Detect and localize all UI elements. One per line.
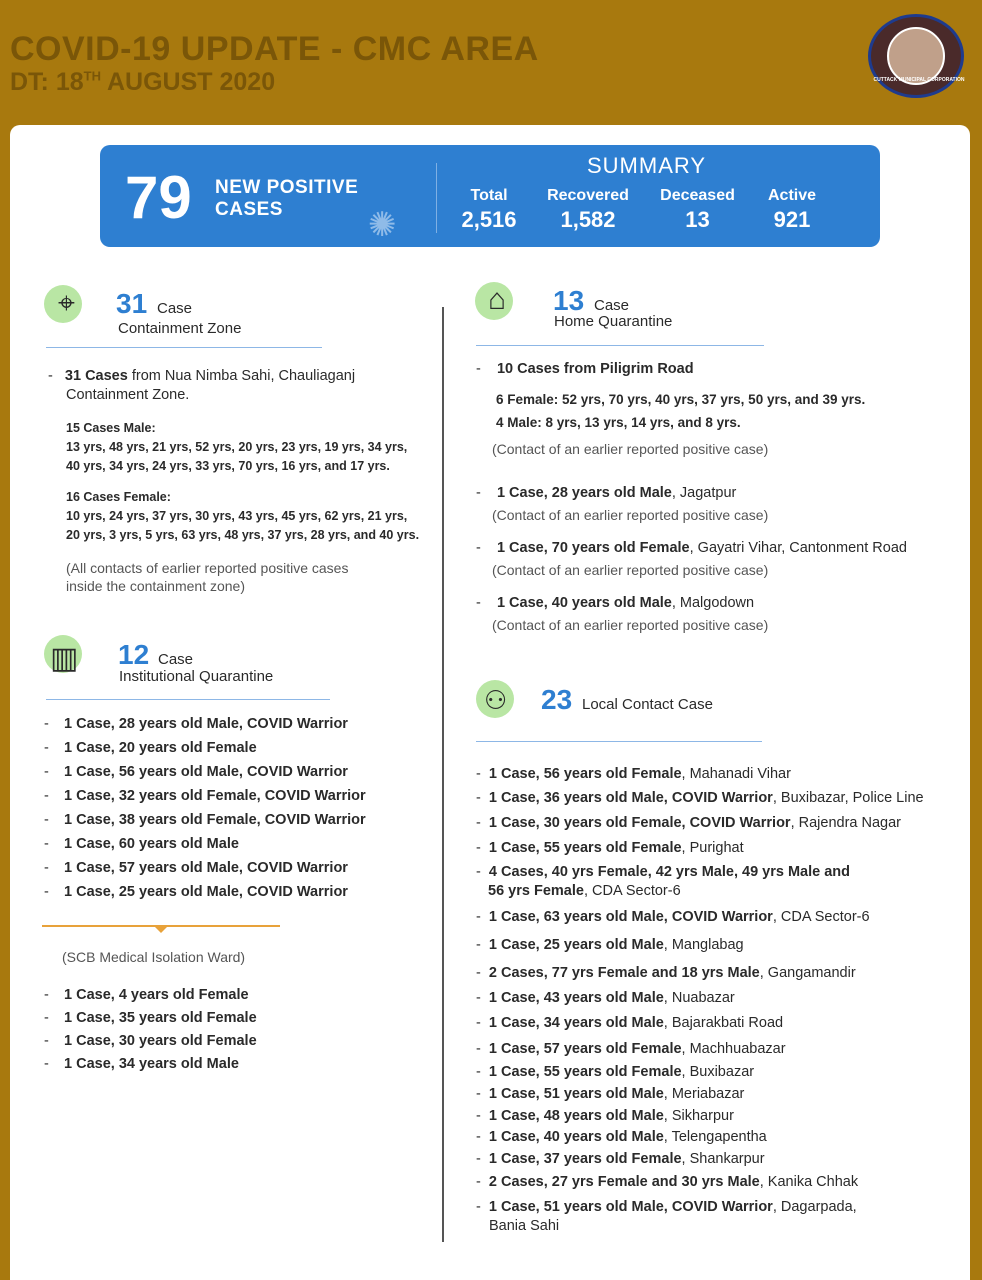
- stat-active: Active 921: [767, 187, 817, 232]
- page-title: COVID-19 UPDATE - CMC AREA: [10, 30, 539, 68]
- cmc-logo: CUTTACK MUNICIPAL CORPORATION: [868, 14, 964, 98]
- list-item: - 1 Case, 34 years old Male: [44, 1056, 257, 1079]
- list-item: - 1 Case, 56 years old Male, COVID Warrior: [44, 764, 366, 788]
- contact-note: (Contact of an earlier reported positive case): [492, 617, 769, 633]
- building-icon: ▥: [50, 642, 79, 675]
- list-item: - 1 Case, 35 years old Female: [44, 1010, 257, 1033]
- local-item: - 1 Case, 25 years old Male, Manglabag: [476, 937, 744, 953]
- local-count: 23: [541, 684, 573, 715]
- containment-rule: [46, 347, 322, 348]
- containment-case-word: Case: [157, 300, 193, 317]
- local-item-cont: 56 yrs Female, CDA Sector-6: [488, 883, 681, 899]
- home-item-1: - 10 Cases from Piligrim Road: [476, 361, 694, 377]
- list-item: - 1 Case, 25 years old Male, COVID Warrior: [44, 884, 366, 908]
- column-divider: [442, 307, 444, 1242]
- summary-title: SUMMARY: [587, 153, 707, 178]
- people-contact-icon: ⚇: [484, 685, 508, 715]
- local-item: - 1 Case, 51 years old Male, COVID Warrior, Dagarpada,: [476, 1199, 857, 1215]
- local-rule: [476, 741, 762, 742]
- containment-note-1: (All contacts of earlier reported positive cases: [66, 560, 349, 576]
- stat-total: Total 2,516: [461, 187, 517, 232]
- containment-subtitle: Containment Zone: [118, 320, 242, 337]
- male-heading: 15 Cases Male:: [66, 421, 156, 435]
- contact-note: (Contact of an earlier reported positive case): [492, 562, 769, 578]
- list-item: - 1 Case, 4 years old Female: [44, 987, 257, 1010]
- scb-label: (SCB Medical Isolation Ward): [62, 949, 246, 965]
- new-cases-label: NEW POSITIVE CASES: [215, 177, 359, 220]
- male-ages-2: 40 yrs, 34 yrs, 24 yrs, 33 yrs, 70 yrs, 16 yrs, and 17 yrs.: [66, 459, 390, 473]
- contact-note: (Contact of an earlier reported positive case): [492, 441, 769, 457]
- content-card: [10, 125, 970, 1280]
- local-item: - 1 Case, 34 years old Male, Bajarakbati Road: [476, 1015, 784, 1031]
- home-icon: ⌂: [488, 283, 507, 316]
- list-item: - 1 Case, 57 years old Male, COVID Warrior: [44, 860, 366, 884]
- local-item: - 1 Case, 51 years old Male, Meriabazar: [476, 1086, 745, 1102]
- local-item: - 1 Case, 55 years old Female, Buxibazar: [476, 1064, 755, 1080]
- containment-count: 31: [116, 288, 148, 319]
- home-subtitle: Home Quarantine: [554, 313, 673, 330]
- scb-list: [44, 987, 257, 1079]
- local-subtitle: Local Contact Case: [582, 696, 713, 713]
- list-item: - 1 Case, 32 years old Female, COVID Warrior: [44, 788, 366, 812]
- home-case-word: Case: [594, 297, 630, 314]
- home-item-3: - 1 Case, 70 years old Female, Gayatri Vihar, Cantonment Road: [476, 540, 907, 556]
- home-item-2: - 1 Case, 28 years old Male, Jagatpur: [476, 485, 737, 501]
- female-ages-2: 20 yrs, 3 yrs, 5 yrs, 63 yrs, 48 yrs, 37 yrs, 28 yrs, and 40 yrs.: [66, 528, 420, 542]
- orange-divider-marker: [155, 927, 167, 933]
- virus-icon: ✺: [368, 206, 397, 244]
- stat-deceased: Deceased 13: [660, 187, 735, 232]
- local-item: - 1 Case, 40 years old Male, Telengapentha: [476, 1129, 767, 1145]
- local-item: - 1 Case, 30 years old Female, COVID Warrior, Rajendra Nagar: [476, 815, 901, 831]
- female-heading: 16 Cases Female:: [66, 490, 171, 504]
- institutional-count: 12: [118, 639, 150, 670]
- home-female-ages: 6 Female: 52 yrs, 70 yrs, 40 yrs, 37 yrs, 50 yrs, and 39 yrs.: [496, 392, 866, 407]
- home-male-ages: 4 Male: 8 yrs, 13 yrs, 14 yrs, and 8 yrs.: [496, 415, 741, 430]
- female-ages-1: 10 yrs, 24 yrs, 37 yrs, 30 yrs, 43 yrs, 45 yrs, 62 yrs, 21 yrs,: [66, 509, 408, 523]
- local-item: - 1 Case, 48 years old Male, Sikharpur: [476, 1108, 734, 1124]
- list-item: - 1 Case, 30 years old Female: [44, 1033, 257, 1056]
- institutional-rule: [46, 699, 330, 700]
- local-item: - 2 Cases, 27 yrs Female and 30 yrs Male, Kanika Chhak: [476, 1174, 859, 1190]
- institutional-subtitle: Institutional Quarantine: [119, 668, 274, 685]
- containment-intro-line2: Containment Zone.: [66, 387, 190, 403]
- stat-recovered: Recovered 1,582: [547, 187, 629, 232]
- institutional-list: [44, 716, 366, 908]
- summary-banner: [100, 145, 880, 247]
- local-item: - 2 Cases, 77 yrs Female and 18 yrs Male, Gangamandir: [476, 965, 856, 981]
- list-item: - 1 Case, 60 years old Male: [44, 836, 366, 860]
- local-item: - 1 Case, 56 years old Female, Mahanadi Vihar: [476, 766, 791, 782]
- local-item-cont: Bania Sahi: [489, 1218, 560, 1234]
- list-item: - 1 Case, 20 years old Female: [44, 740, 366, 764]
- report-date: DT: 18TH AUGUST 2020: [10, 68, 276, 96]
- home-count: 13: [553, 285, 585, 316]
- list-item: - 1 Case, 38 years old Female, COVID Warrior: [44, 812, 366, 836]
- home-item-4: - 1 Case, 40 years old Male, Malgodown: [476, 595, 755, 611]
- local-item: - 1 Case, 57 years old Female, Machhuabazar: [476, 1041, 786, 1057]
- institutional-case-word: Case: [158, 651, 194, 668]
- banner-divider: [436, 163, 437, 233]
- list-item: - 1 Case, 28 years old Male, COVID Warrior: [44, 716, 366, 740]
- male-ages-1: 13 yrs, 48 yrs, 21 yrs, 52 yrs, 20 yrs, 23 yrs, 19 yrs, 34 yrs,: [66, 440, 408, 454]
- local-item: - 1 Case, 43 years old Male, Nuabazar: [476, 990, 735, 1006]
- home-rule: [476, 345, 764, 346]
- local-item: - 4 Cases, 40 yrs Female, 42 yrs Male, 49 yrs Male and: [476, 864, 851, 880]
- local-item: - 1 Case, 37 years old Female, Shankarpur: [476, 1151, 765, 1167]
- location-lock-icon: ⌖: [58, 287, 75, 320]
- local-item: - 1 Case, 36 years old Male, COVID Warrior, Buxibazar, Police Line: [476, 790, 924, 806]
- local-item: - 1 Case, 55 years old Female, Purighat: [476, 840, 744, 856]
- header: [0, 0, 982, 125]
- containment-intro: - 31 Cases from Nua Nimba Sahi, Chauliaganj: [48, 368, 356, 384]
- local-item: - 1 Case, 63 years old Male, COVID Warrior, CDA Sector-6: [476, 909, 870, 925]
- contact-note: (Contact of an earlier reported positive case): [492, 507, 769, 523]
- containment-note-2: inside the containment zone): [66, 578, 245, 594]
- new-cases-count: 79: [125, 164, 192, 231]
